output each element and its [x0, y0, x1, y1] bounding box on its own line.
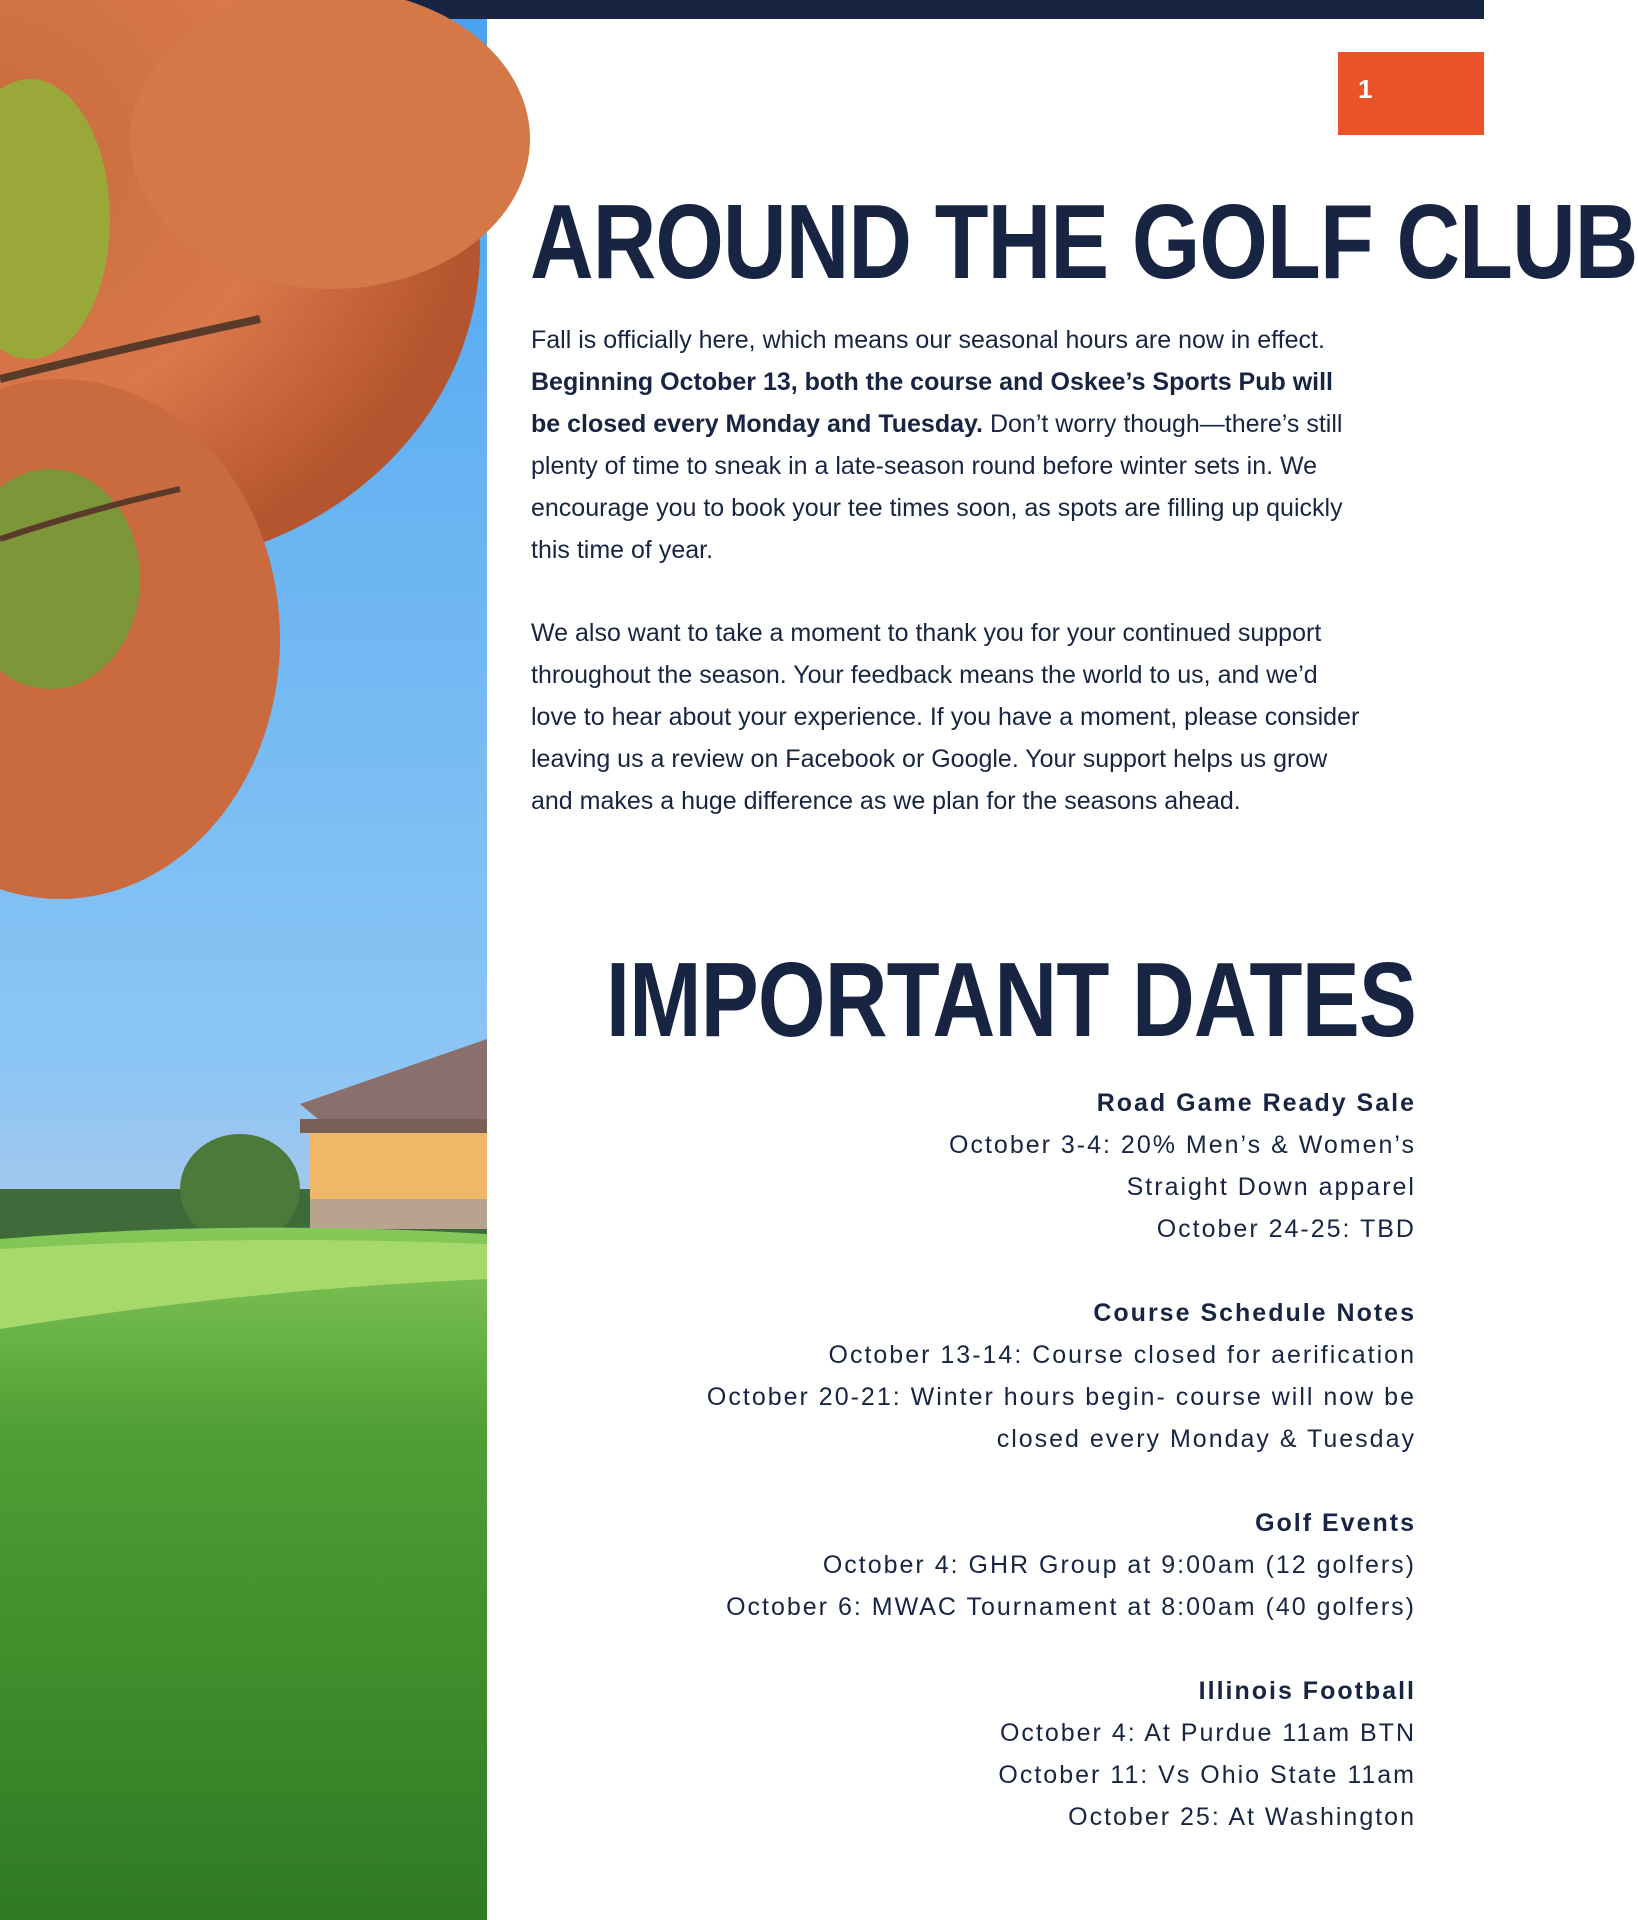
group-title: Course Schedule Notes [1093, 1299, 1416, 1327]
around-title: AROUND THE GOLF CLUB [530, 183, 1638, 301]
dates-group-schedule [616, 1292, 1416, 1460]
date-line: October 25: At Washington [1068, 1803, 1416, 1831]
around-p1-lead: Fall is officially here, which means our seasonal hours are now in effect. [531, 326, 1325, 354]
around-p1-tail: Don’t worry though—there’s still plenty of time to sneak in a late-season round before winter sets in. We encourage you to book your tee times soon, as spots are filling up quickly this time of year. [531, 410, 1343, 564]
around-paragraph-2: We also want to take a moment to thank you for your continued support throughout the season. Your feedback means the world to us, and we’d love to hear about your experience. If you have a moment, please consider leaving us a review on Facebook or Google. Your support helps us grow and makes a huge difference as we plan for the seasons ahead. [531, 619, 1360, 815]
date-line: October 13-14: Course closed for aerification [828, 1341, 1416, 1369]
dates-group-football [616, 1670, 1416, 1838]
dates-group-sale [616, 1082, 1416, 1250]
date-line: October 6: MWAC Tournament at 8:00am (40 golfers) [726, 1593, 1416, 1621]
date-line: October 4: At Purdue 11am BTN [999, 1719, 1416, 1747]
important-dates-title: IMPORTANT DATES [605, 941, 1416, 1059]
autumn-golf-course-photo [0, 19, 487, 1920]
date-line: October 24-25: TBD [1156, 1215, 1416, 1243]
date-line: October 4: GHR Group at 9:00am (12 golfers) [822, 1551, 1416, 1579]
around-paragraph-1 [531, 319, 1361, 571]
date-line: October 11: Vs Ohio State 11am [998, 1761, 1416, 1789]
page-number-badge [1338, 52, 1484, 135]
date-line: Straight Down apparel [1126, 1173, 1416, 1201]
group-title: Road Game Ready Sale [1096, 1089, 1416, 1117]
group-title: Golf Events [1255, 1509, 1416, 1537]
group-title: Illinois Football [1198, 1677, 1416, 1705]
date-line: October 3-4: 20% Men’s & Women’s [949, 1131, 1416, 1159]
around-p1-bold: Beginning October 13, both the course and Oskee’s Sports Pub will be closed every Monday and Tuesday. [531, 368, 1333, 438]
date-line: closed every Monday & Tuesday [996, 1425, 1416, 1453]
important-dates-list [616, 1082, 1416, 1880]
dates-group-golf-events [616, 1502, 1416, 1628]
page-number: 1 [1358, 74, 1373, 104]
date-line: October 20-21: Winter hours begin- course will now be [706, 1383, 1416, 1411]
